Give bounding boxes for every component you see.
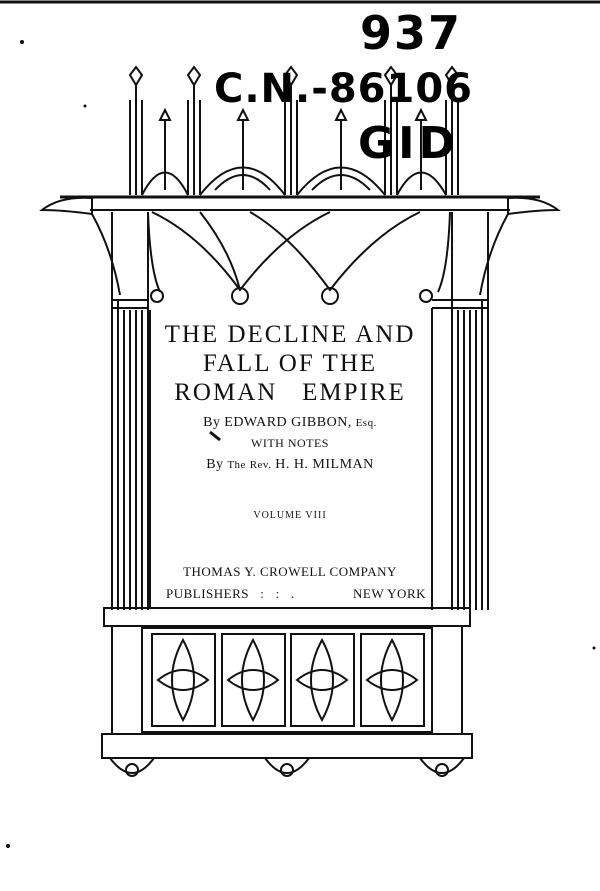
author-suffix: Esq. (355, 417, 377, 429)
publisher-city: NEW YORK (353, 586, 426, 601)
publisher-name: THOMAS Y. CROWELL COMPANY (183, 564, 397, 579)
gargoyle-left (42, 198, 92, 214)
book-title (150, 320, 430, 407)
publisher-location-line (166, 586, 426, 602)
handwritten-line-2: C.N.-86106 (214, 66, 473, 112)
ink-speck (84, 105, 87, 108)
author-by: By (203, 415, 221, 430)
publisher-label: PUBLISHERS : : . (166, 586, 295, 601)
author-name: EDWARD GIBBON, (224, 415, 352, 430)
pendant-right (420, 758, 464, 773)
editor-rev: Rev. (249, 459, 272, 471)
ink-speck (20, 40, 24, 44)
editor-line (150, 456, 430, 473)
ink-speck (593, 647, 596, 650)
volume-label: VOLUME VIII (253, 510, 327, 521)
pendant-left (110, 758, 154, 773)
gargoyle-right (508, 198, 558, 214)
handwritten-line-3: GID (358, 118, 460, 169)
handwritten-line-1: 937 (360, 6, 463, 60)
editor-by: By (206, 457, 224, 472)
author-line (150, 414, 430, 431)
ink-speck (6, 844, 10, 848)
editor-the: The (227, 459, 246, 471)
title-line-3: ROMAN EMPIRE (174, 379, 406, 406)
editor-name: H. H. MILMAN (275, 457, 374, 472)
title-line-2: FALL OF THE (202, 350, 378, 377)
title-line-1: THE DECLINE AND (164, 321, 416, 348)
notes-line: WITH NOTES (251, 436, 329, 450)
pendant-mid (265, 758, 309, 773)
tracery-panels (152, 634, 424, 726)
